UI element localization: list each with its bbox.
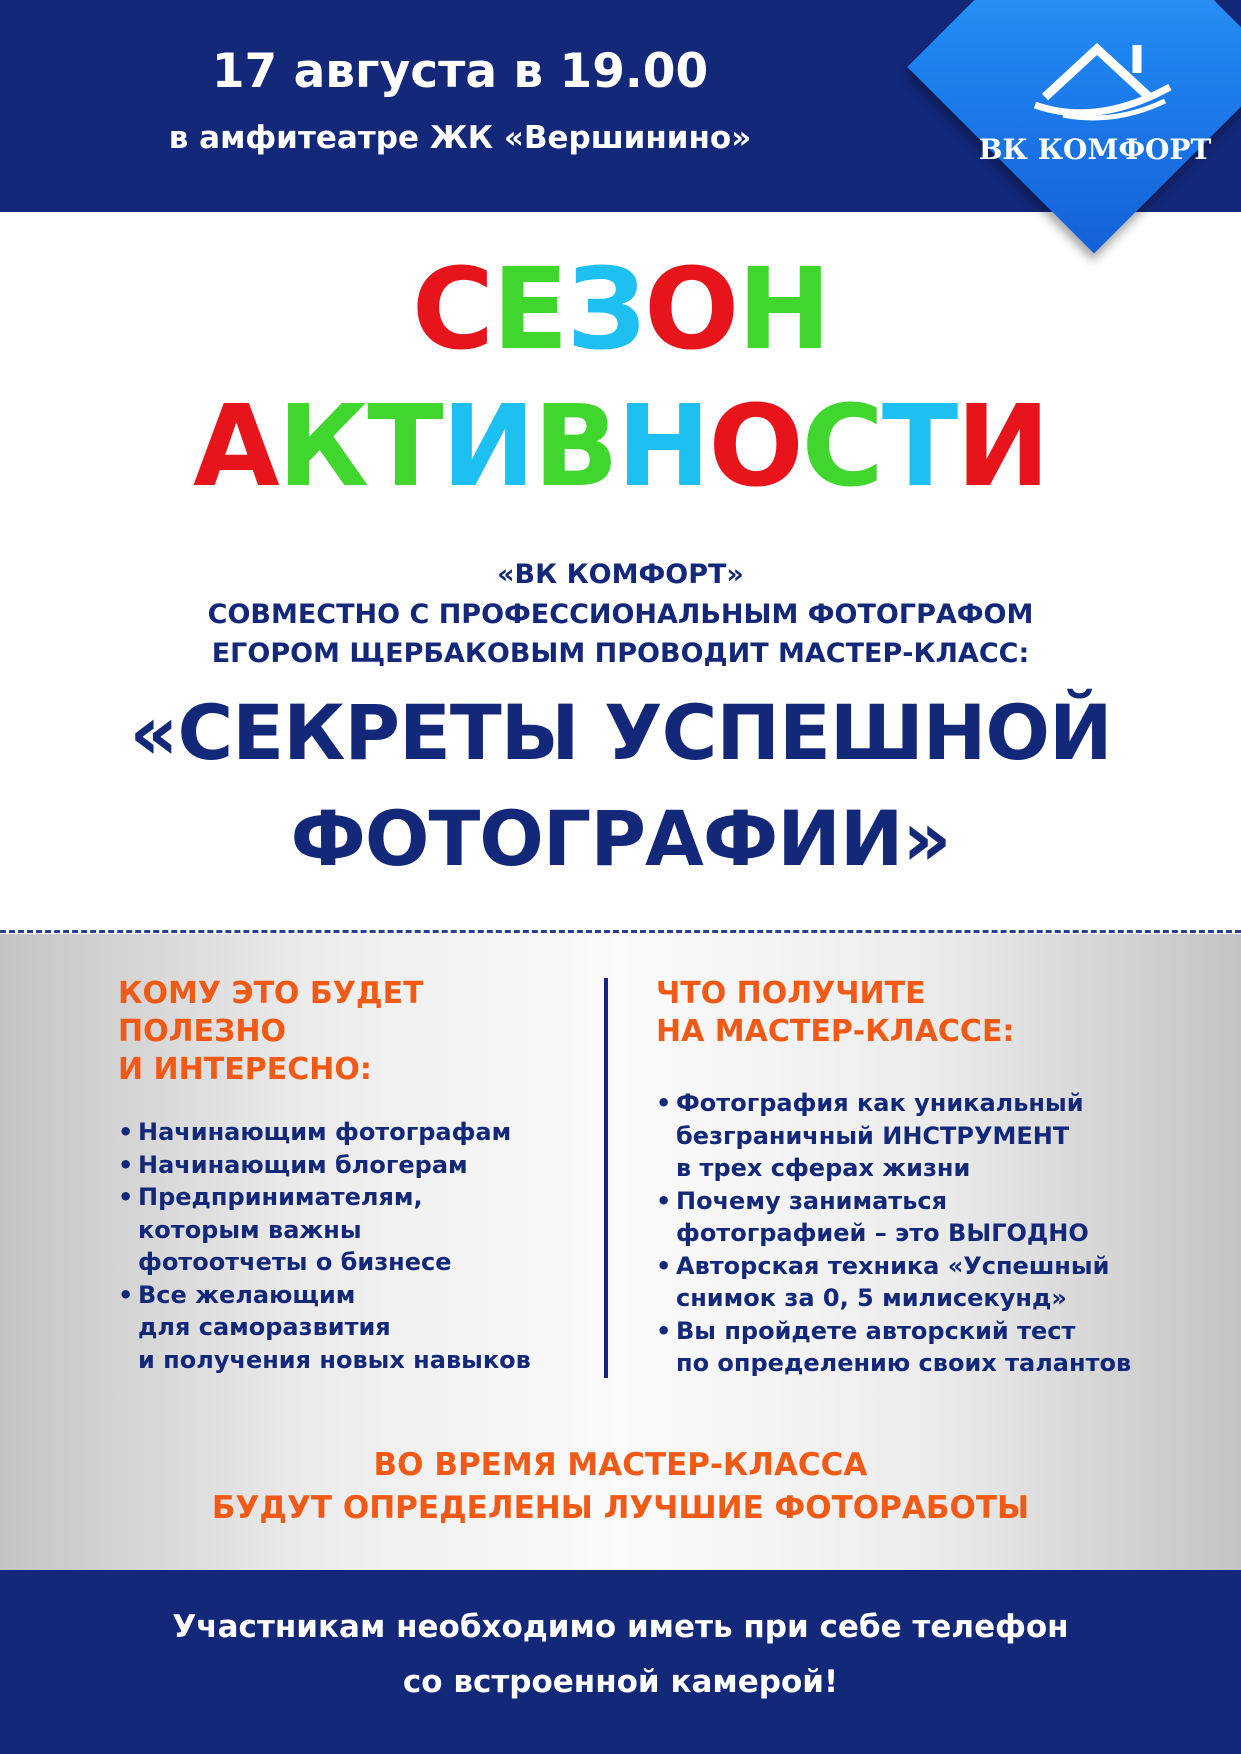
event-venue: в амфитеатре ЖК «Вершинино» (168, 120, 752, 156)
season-title-letter: А (192, 382, 278, 512)
season-title-letter: З (566, 245, 645, 375)
contest-note-line-1: ВО ВРЕМЯ МАСТЕР-КЛАССА (373, 1447, 868, 1483)
list-item: • Фотография как уникальный безграничный ИНСТРУМЕНТ в трех сферах жизни (656, 1087, 1176, 1185)
masterclass-title-line-2: ФОТОГРАФИИ» (290, 794, 951, 883)
list-item: • Начинающим фотографам (118, 1116, 588, 1149)
season-title-letter: Н (737, 245, 830, 375)
season-title-letter: С (411, 245, 493, 375)
footer-note-line-1: Участникам необходимо иметь при себе телефон (172, 1609, 1069, 1645)
season-title-letter: И (956, 382, 1049, 512)
season-title-letter: И (441, 382, 534, 512)
benefits-heading: ЧТО ПОЛУЧИТЕ НА МАСТЕР-КЛАССЕ: (656, 976, 1015, 1049)
list-item: • Все желающим для саморазвития и получения новых навыков (118, 1279, 588, 1377)
contest-note-line-2: БУДУТ ОПРЕДЕЛЕНЫ ЛУЧШИЕ ФОТОРАБОТЫ (211, 1490, 1030, 1526)
list-item: • Начинающим блогерам (118, 1149, 588, 1182)
list-item: • Авторская техника «Успешный снимок за 0, 5 милисекунд» (656, 1250, 1176, 1315)
season-title-letter: Т (881, 382, 957, 512)
list-item: • Почему заниматься фотографией – это ВЫГОДНО (656, 1185, 1176, 1250)
season-title-letter: О (708, 382, 802, 512)
benefits-list (656, 1087, 1176, 1380)
season-title-letter: К (277, 382, 368, 512)
audience-list (118, 1116, 588, 1376)
column-divider (604, 978, 608, 1378)
season-title-letter: В (533, 382, 617, 512)
list-item: • Вы пройдете авторский тест по определению своих талантов (656, 1315, 1176, 1380)
audience-heading: КОМУ ЭТО БУДЕТ ПОЛЕЗНО И ИНТЕРЕСНО: (118, 976, 424, 1087)
dotted-divider (0, 930, 1241, 933)
list-item: • Предпринимателям, которым важны фотоотчеты о бизнесе (118, 1181, 588, 1279)
season-title-line-1 (0, 245, 1241, 375)
season-title-letter: Н (616, 382, 709, 512)
footer-note-line-2: со встроенной камерой! (402, 1664, 839, 1700)
intro-line-2: СОВМЕСТНО С ПРОФЕССИОНАЛЬНЫМ ФОТОГРАФОМ (207, 599, 1034, 630)
season-title-letter: О (644, 245, 738, 375)
organizer-name: «ВК КОМФОРТ» (497, 559, 744, 590)
season-title-letter: Е (492, 245, 567, 375)
season-title-letter: Т (367, 382, 442, 512)
logo-text: ВК КОМФОРТ (978, 133, 1212, 166)
season-title-letter: С (801, 382, 882, 512)
event-date-time: 17 августа в 19.00 (211, 44, 709, 99)
intro-line-3: ЕГОРОМ ЩЕРБАКОВЫМ ПРОВОДИТ МАСТЕР-КЛАСС: (211, 638, 1030, 669)
masterclass-title-line-1: «СЕКРЕТЫ УСПЕШНОЙ (129, 688, 1112, 777)
season-title-line-2 (0, 382, 1241, 512)
house-roof-icon (1025, 35, 1180, 125)
